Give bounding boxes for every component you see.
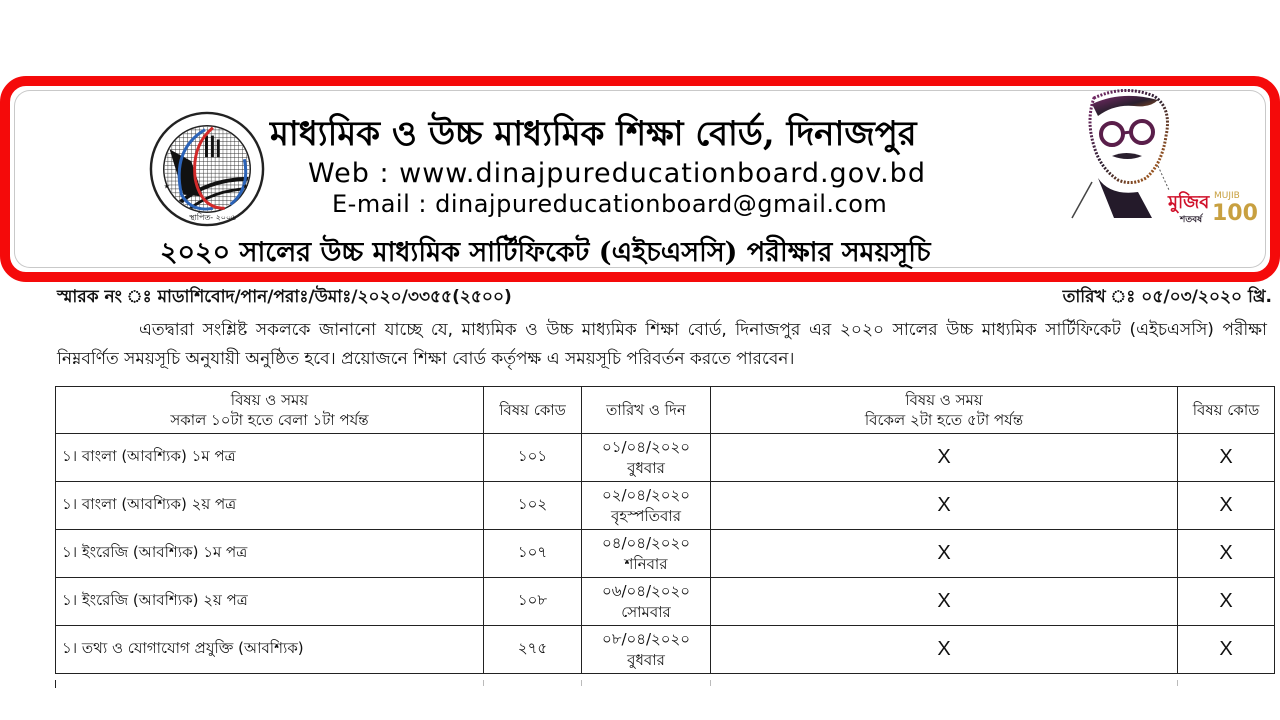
- svg-text:শতবর্ষ: শতবর্ষ: [1180, 215, 1203, 225]
- email-link[interactable]: E-mail : dinajpureducationboard@gmail.com: [332, 190, 888, 218]
- svg-text:MUJIB: MUJIB: [1214, 191, 1240, 201]
- table-row-clipped: [55, 680, 1274, 688]
- row-day: শনিবার: [624, 554, 668, 573]
- table-row: [56, 626, 1275, 674]
- row-afternoon-subject: X: [711, 578, 1178, 626]
- row-afternoon-subject: X: [711, 530, 1178, 578]
- row-code: ২৭৫: [484, 626, 582, 674]
- row-date: ০২/০৪/২০২০: [601, 485, 691, 504]
- row-afternoon-code: X: [1178, 530, 1275, 578]
- row-afternoon-subject: X: [711, 626, 1178, 674]
- row-day: সোমবার: [621, 602, 671, 621]
- row-afternoon-code: X: [1178, 434, 1275, 482]
- svg-text:★: ★: [242, 182, 249, 191]
- row-subject: ১। বাংলা (আবশ্যিক) ১ম পত্র: [56, 434, 484, 482]
- svg-text:মুজিব: মুজিব: [1168, 192, 1210, 213]
- mujib-portrait-icon: [1054, 86, 1264, 226]
- row-code: ১০৭: [484, 530, 582, 578]
- column-divider-stub: [581, 680, 582, 686]
- svg-text:100: 100: [1212, 201, 1258, 226]
- column-divider-stub: [1177, 680, 1178, 686]
- row-code: ১০১: [484, 434, 582, 482]
- row-day: বুধবার: [627, 650, 665, 669]
- row-subject: ১। তথ্য ও যোগাযোগ প্রযুক্তি (আবশ্যিক): [56, 626, 484, 674]
- table-row: [56, 482, 1275, 530]
- row-afternoon-code: X: [1178, 482, 1275, 530]
- row-date: ০১/০৪/২০২০: [601, 437, 691, 456]
- exam-schedule-subtitle: ২০২০ সালের উচ্চ মাধ্যমিক সার্টিফিকেট (এইচএসসি) পরীক্ষার সময়সূচি: [160, 237, 931, 268]
- header-afternoon-subject: [711, 387, 1178, 434]
- board-logo-icon: [148, 110, 266, 228]
- column-divider-stub: [710, 680, 711, 686]
- svg-text:স্থাপিত- ২০০৬: স্থাপিত- ২০০৬: [189, 213, 237, 223]
- exam-schedule-table: [55, 386, 1275, 674]
- row-day: বুধবার: [627, 458, 665, 477]
- column-divider-stub: [483, 680, 484, 686]
- table-row: [56, 434, 1275, 482]
- header-morning-code: বিষয় কোড: [484, 387, 582, 434]
- row-date: ০৪/০৪/২০২০: [601, 533, 691, 552]
- table-row: [56, 578, 1275, 626]
- row-subject: ১। ইংরেজি (আবশ্যিক) ১ম পত্র: [56, 530, 484, 578]
- row-code: ১০২: [484, 482, 582, 530]
- row-date: ০৮/০৪/২০২০: [601, 629, 691, 648]
- row-day: বৃহস্পতিবার: [611, 506, 681, 525]
- memo-date: তারিখ ঃ ০৫/০৩/২০২০ খ্রি.: [1062, 287, 1272, 307]
- header-morning-subject: [56, 387, 484, 434]
- row-date-day: [582, 626, 711, 674]
- row-afternoon-code: X: [1178, 578, 1275, 626]
- memo-reference-number: স্মারক নং ঃ মাডাশিবোদ/পান/পরাঃ/উমাঃ/২০২০/৩৩৫৫(২৫০০): [57, 287, 512, 307]
- header-morning-subject-line1: বিষয় ও সময়: [230, 391, 309, 409]
- notice-paragraph: এতদ্বারা সংশ্লিষ্ট সকলকে জানানো যাচ্ছে যে, মাধ্যমিক ও উচ্চ মাধ্যমিক শিক্ষা বোর্ড, দিনাজপুর এর ২০২০ সালের উচ্চ মাধ্যমিক সার্টিফিকেট (এইচএসসি) পরীক্ষা নিম্নবর্ণিত সময়সূচি অনুযায়ী অনুষ্ঠিত হবে। প্রয়োজনে শিক্ষা বোর্ড কর্তৃপক্ষ এ সময়সূচি পরিবর্তন করতে পারবেন।: [57, 320, 1267, 369]
- header-date-day: তারিখ ও দিন: [582, 387, 711, 434]
- row-afternoon-code: X: [1178, 626, 1275, 674]
- row-afternoon-subject: X: [711, 482, 1178, 530]
- row-afternoon-subject: X: [711, 434, 1178, 482]
- row-date-day: [582, 482, 711, 530]
- header-afternoon-subject-line2: বিকেল ২টা হতে ৫টা পর্যন্ত: [864, 411, 1024, 429]
- row-subject: ১। ইংরেজি (আবশ্যিক) ২য় পত্র: [56, 578, 484, 626]
- row-date-day: [582, 434, 711, 482]
- row-date-day: [582, 530, 711, 578]
- row-date-day: [582, 578, 711, 626]
- svg-text:★: ★: [163, 182, 170, 191]
- row-code: ১০৮: [484, 578, 582, 626]
- row-subject: ১। বাংলা (আবশ্যিক) ২য় পত্র: [56, 482, 484, 530]
- table-header-row: [56, 387, 1275, 434]
- website-link[interactable]: Web : www.dinajpureducationboard.gov.bd: [308, 158, 926, 189]
- table-row: [56, 530, 1275, 578]
- board-name-title: মাধ্যমিক ও উচ্চ মাধ্যমিক শিক্ষা বোর্ড, দিনাজপুর: [270, 114, 917, 154]
- row-date: ০৬/০৪/২০২০: [601, 581, 691, 600]
- header-afternoon-subject-line1: বিষয় ও সময়: [905, 391, 983, 409]
- letterhead-banner: [0, 76, 1280, 282]
- header-morning-subject-line2: সকাল ১০টা হতে বেলা ১টা পর্যন্ত: [170, 411, 369, 429]
- header-afternoon-code: বিষয় কোড: [1178, 387, 1275, 434]
